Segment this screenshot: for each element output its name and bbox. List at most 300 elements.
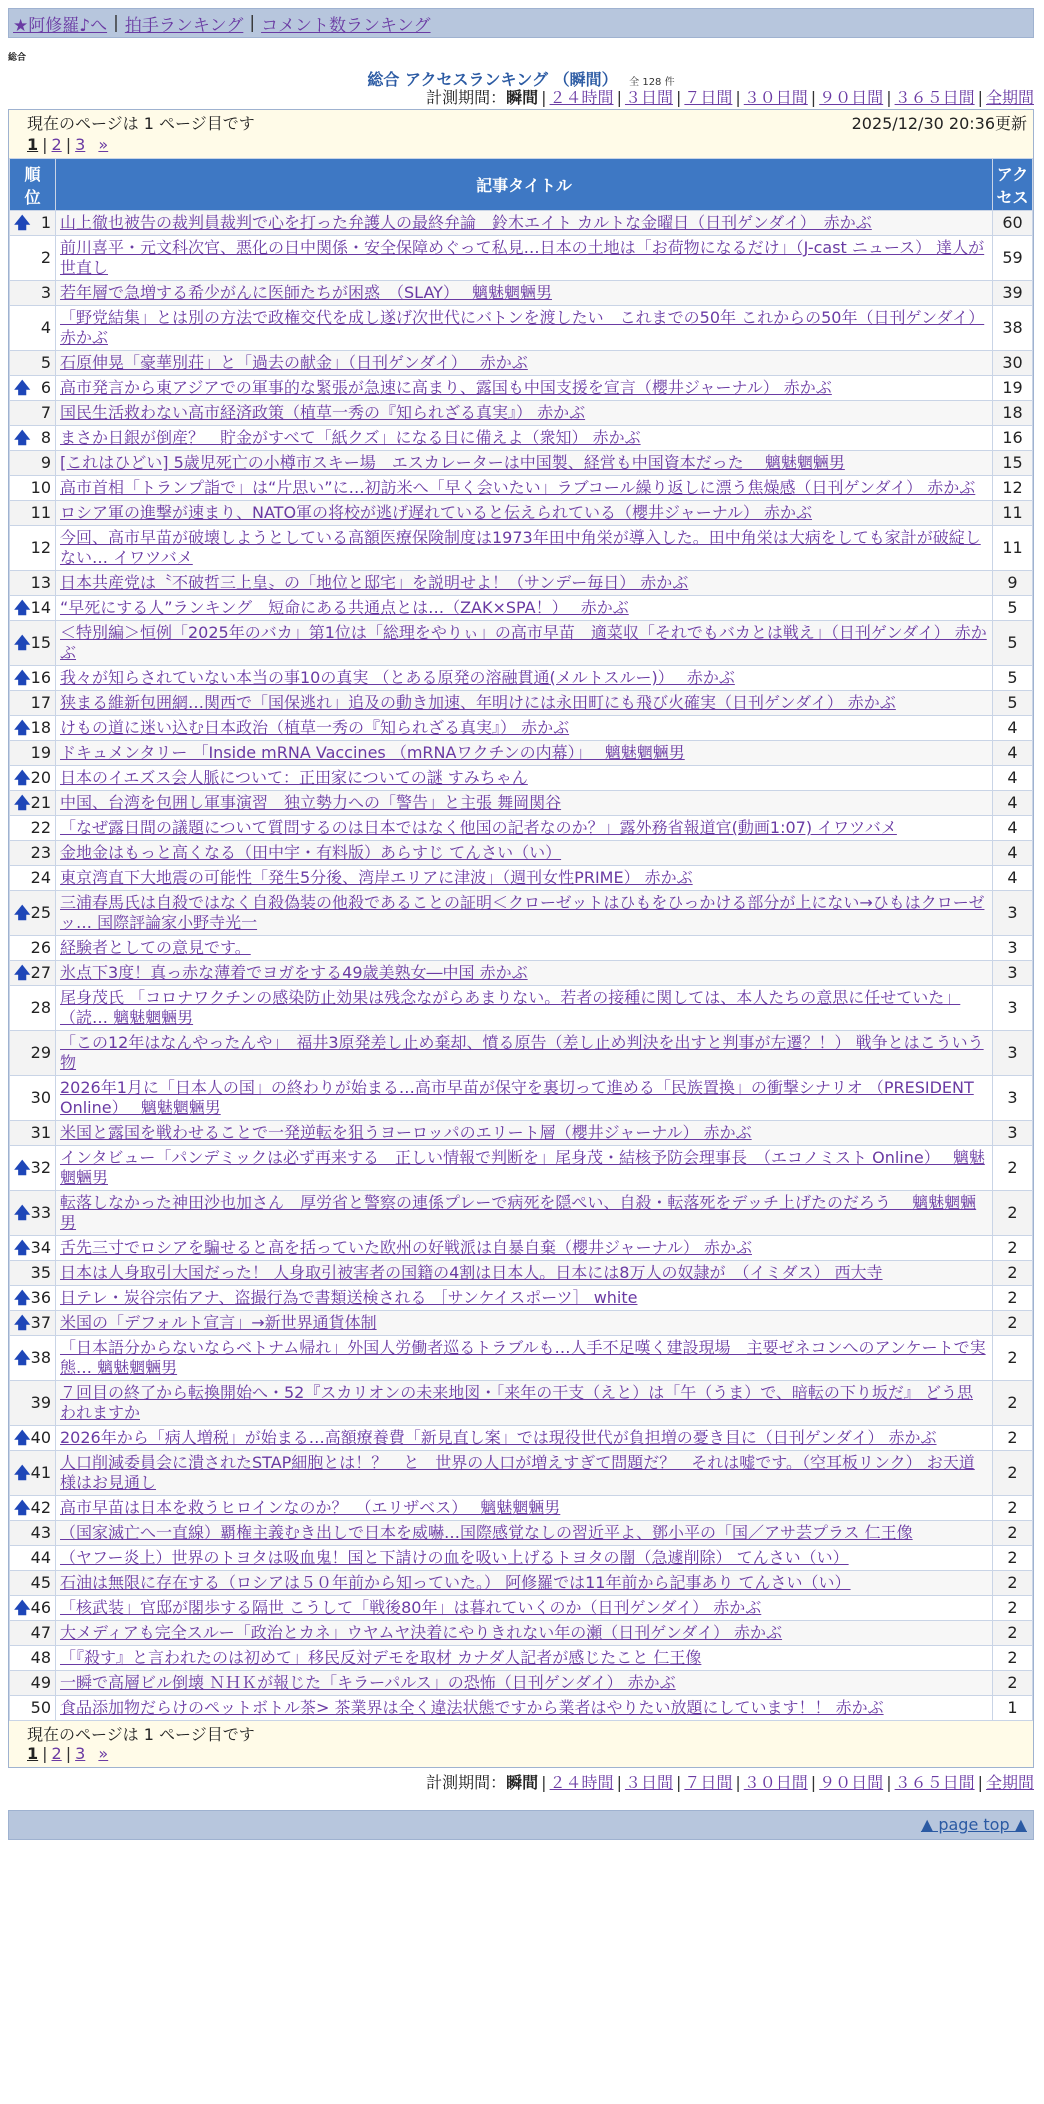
period-selector-top: 計測期間：瞬間 | ２４時間 | ３日間 | ７日間 | ３０日間 | ９０日間 | ３６５日間 | 全期間 bbox=[426, 88, 1034, 107]
title-cell bbox=[56, 961, 993, 986]
period-current: 瞬間 bbox=[506, 1773, 539, 1792]
article-link[interactable]: ＜特別編＞恒例「2025年のバカ」第1位は「総理をやりぃ」の高市早苗 適菜収「それでもバカとは戦え」（日刊ゲンダイ） 赤かぶ bbox=[60, 623, 987, 662]
period-link-0[interactable]: ２４時間 bbox=[549, 88, 614, 107]
rank-number: 8 bbox=[40, 428, 51, 447]
rank-number: 11 bbox=[30, 503, 51, 522]
article-link[interactable]: 一瞬で高層ビル倒壊 ＮＨＫが報じた「キラーパルス」の恐怖（日刊ゲンダイ） 赤かぶ bbox=[60, 1673, 676, 1692]
table-row bbox=[10, 1621, 1033, 1646]
current-page-text-bottom: 現在のページは 1 ページ目です bbox=[27, 1725, 255, 1744]
rank-cell bbox=[10, 1236, 56, 1261]
col-title-header: 記事タイトル bbox=[56, 159, 993, 211]
title-cell bbox=[56, 841, 993, 866]
table-row bbox=[10, 1496, 1033, 1521]
access-count: 5 bbox=[993, 666, 1033, 691]
table-row bbox=[10, 306, 1033, 351]
page-top-link[interactable]: ▲ page top ▲ bbox=[920, 1815, 1027, 1834]
rank-cell bbox=[10, 1381, 56, 1426]
title-cell bbox=[56, 621, 993, 666]
title-cell bbox=[56, 1286, 993, 1311]
table-row bbox=[10, 476, 1033, 501]
rank-cell bbox=[10, 1146, 56, 1191]
article-link[interactable]: 「この12年はなんやったんや」 福井3原発差し止め棄却、憤る原告（差し止め判決を出すと判事が左遷？！） 戦争とはこういう物 bbox=[60, 1033, 984, 1072]
title-cell bbox=[56, 1571, 993, 1596]
access-count: 38 bbox=[993, 306, 1033, 351]
article-link[interactable]: ７回目の終了から転換開始へ・52『スカリオンの未来地図・「来年の干支（えと）は「午（うま）で、暗転の下り坂だ』 どう思われますか bbox=[60, 1383, 973, 1422]
table-row bbox=[10, 691, 1033, 716]
rank-number: 32 bbox=[30, 1158, 51, 1177]
period-link-3-bottom[interactable]: ３０日間 bbox=[743, 1773, 808, 1792]
period-link-0-bottom[interactable]: ２４時間 bbox=[549, 1773, 614, 1792]
rank-number: 38 bbox=[30, 1348, 51, 1367]
access-count: 4 bbox=[993, 866, 1033, 891]
rank-cell bbox=[10, 1646, 56, 1671]
rank-number: 35 bbox=[30, 1263, 51, 1282]
article-link[interactable]: 日本は人身取引大国だった！ 人身取引被害者の国籍の4割は日本人。日本には8万人の奴隷が （イミダス） 西大寺 bbox=[60, 1263, 883, 1282]
article-link[interactable]: 石原伸晃「豪華別荘」と「過去の献金」（日刊ゲンダイ） 赤かぶ bbox=[60, 353, 528, 372]
access-count: 9 bbox=[993, 571, 1033, 596]
access-count: 2 bbox=[993, 1191, 1033, 1236]
rank-up-arrow-icon: 🡅 bbox=[14, 793, 31, 812]
rank-number: 44 bbox=[30, 1548, 51, 1567]
article-link[interactable]: 2026年1月に「日本人の国」の終わりが始まる…高市早苗が保守を裏切って進める「民族置換」の衝撃シナリオ （PRESIDENT Online） 魑魅魍魎男 bbox=[60, 1078, 974, 1117]
pager-page-2-bottom[interactable]: 2 bbox=[51, 1744, 62, 1763]
article-link[interactable]: 金地金はもっと高くなる（田中宇・有料版）あらすじ てんさい（い） bbox=[60, 843, 562, 862]
access-count: 19 bbox=[993, 376, 1033, 401]
access-count: 2 bbox=[993, 1146, 1033, 1191]
title-cell bbox=[56, 936, 993, 961]
rank-cell bbox=[10, 1311, 56, 1336]
rank-up-arrow-icon: 🡅 bbox=[14, 1428, 31, 1447]
rank-number: 37 bbox=[30, 1313, 51, 1332]
table-row bbox=[10, 936, 1033, 961]
access-count: 5 bbox=[993, 691, 1033, 716]
period-link-4-bottom[interactable]: ９０日間 bbox=[819, 1773, 884, 1792]
period-link-2-bottom[interactable]: ７日間 bbox=[684, 1773, 733, 1792]
article-link[interactable]: 三浦春馬氏は自殺ではなく自殺偽装の他殺であることの証明＜クローゼットはひもをひっかける部分が上にない→ひもはクローゼッ… 国際評論家小野寺光一 bbox=[60, 893, 985, 932]
rank-number: 42 bbox=[30, 1498, 51, 1517]
rank-cell bbox=[10, 1336, 56, 1381]
rank-cell bbox=[10, 476, 56, 501]
article-link[interactable]: 大メディアも完全スルー「政治とカネ」ウヤムヤ決着にやりきれない年の瀬（日刊ゲンダイ） 赤かぶ bbox=[60, 1623, 783, 1642]
access-count: 2 bbox=[993, 1571, 1033, 1596]
table-row bbox=[10, 426, 1033, 451]
table-row bbox=[10, 1596, 1033, 1621]
period-link-2[interactable]: ７日間 bbox=[684, 88, 733, 107]
article-link[interactable]: 前川喜平・元文科次官、悪化の日中関係・安全保障めぐって私見…日本の土地は「お荷物になるだけ」（J-cast ニュース） 達人が世直し bbox=[60, 238, 985, 277]
rank-up-arrow-icon: 🡅 bbox=[14, 1498, 31, 1517]
rank-number: 41 bbox=[30, 1463, 51, 1482]
period-link-5-bottom[interactable]: ３６５日間 bbox=[894, 1773, 975, 1792]
rank-cell bbox=[10, 1696, 56, 1721]
rank-number: 43 bbox=[30, 1523, 51, 1542]
article-link[interactable]: 若年層で急増する希少がんに医師たちが困惑 （SLAY） 魑魅魍魎男 bbox=[60, 283, 553, 302]
article-link[interactable]: 山上徹也被告の裁判員裁判で心を打った弁護人の最終弁論 鈴木エイト カルトな金曜日（日刊ゲンダイ） 赤かぶ bbox=[60, 213, 872, 232]
article-link[interactable]: 「核武装」官邸が閣歩する隔世 こうして「戦後80年」は暮れていくのか（日刊ゲンダイ） 赤かぶ bbox=[60, 1598, 762, 1617]
rank-cell bbox=[10, 1031, 56, 1076]
rank-number: 49 bbox=[30, 1673, 51, 1692]
access-count: 4 bbox=[993, 791, 1033, 816]
rank-cell bbox=[10, 351, 56, 376]
rank-cell bbox=[10, 961, 56, 986]
pager-page-2[interactable]: 2 bbox=[51, 135, 62, 154]
title-cell bbox=[56, 791, 993, 816]
article-link[interactable]: （ヤフー炎上）世界のトヨタは吸血鬼！国と下請けの血を吸い上げるトヨタの闇（急遽削除） てんさい（い） bbox=[60, 1548, 849, 1567]
rank-up-arrow-icon: 🡅 bbox=[14, 1288, 31, 1307]
title-cell bbox=[56, 1336, 993, 1381]
table-row bbox=[10, 891, 1033, 936]
rank-number: 21 bbox=[30, 793, 51, 812]
page-info-bottom bbox=[9, 1721, 1033, 1743]
rank-up-arrow-icon: 🡅 bbox=[14, 213, 31, 232]
rank-up-arrow-icon: 🡅 bbox=[14, 768, 31, 787]
title-cell bbox=[56, 1426, 993, 1451]
rank-up-arrow-icon: 🡅 bbox=[14, 1348, 31, 1367]
current-page-text: 現在のページは 1 ページ目です bbox=[27, 114, 255, 133]
rank-number: 15 bbox=[30, 633, 51, 652]
period-link-5[interactable]: ３６５日間 bbox=[894, 88, 975, 107]
access-count: 2 bbox=[993, 1311, 1033, 1336]
table-row bbox=[10, 1696, 1033, 1721]
title-cell bbox=[56, 306, 993, 351]
rank-cell bbox=[10, 1121, 56, 1146]
period-selector-bottom: 計測期間：瞬間 | ２４時間 | ３日間 | ７日間 | ３０日間 | ９０日間 | ３６５日間 | 全期間 bbox=[426, 1773, 1034, 1792]
rank-cell bbox=[10, 236, 56, 281]
rank-cell bbox=[10, 1546, 56, 1571]
table-row bbox=[10, 986, 1033, 1031]
title-cell bbox=[56, 666, 993, 691]
access-count: 2 bbox=[993, 1546, 1033, 1571]
rank-cell bbox=[10, 891, 56, 936]
access-count: 30 bbox=[993, 351, 1033, 376]
article-link[interactable]: 舌先三寸でロシアを騙せると高を括っていた欧州の好戦派は自暴自棄（櫻井ジャーナル） 赤かぶ bbox=[60, 1238, 752, 1257]
period-link-6[interactable]: 全期間 bbox=[985, 88, 1034, 107]
access-count: 4 bbox=[993, 841, 1033, 866]
table-row bbox=[10, 621, 1033, 666]
article-link[interactable]: 「なぜ露日間の議題について質問するのは日本ではなく他国の記者なのか？」露外務省報道官(動画1:07) イワツバメ bbox=[60, 818, 897, 837]
rank-number: 22 bbox=[30, 818, 51, 837]
title-cell bbox=[56, 691, 993, 716]
rank-cell bbox=[10, 501, 56, 526]
rank-number: 5 bbox=[40, 353, 51, 372]
rank-up-arrow-icon: 🡅 bbox=[14, 428, 31, 447]
title-cell bbox=[56, 816, 993, 841]
article-link[interactable]: けもの道に迷い込む日本政治（植草一秀の『知られざる真実』） 赤かぶ bbox=[60, 718, 570, 737]
rank-cell bbox=[10, 526, 56, 571]
article-link[interactable]: 国民生活救わない高市経済政策（植草一秀の『知られざる真実』） 赤かぶ bbox=[60, 403, 586, 422]
rank-number: 12 bbox=[30, 538, 51, 557]
table-row bbox=[10, 1146, 1033, 1191]
table-row bbox=[10, 1571, 1033, 1596]
rank-number: 50 bbox=[30, 1698, 51, 1717]
rank-cell bbox=[10, 1596, 56, 1621]
table-row bbox=[10, 1311, 1033, 1336]
rank-cell bbox=[10, 841, 56, 866]
rank-cell bbox=[10, 596, 56, 621]
rank-number: 36 bbox=[30, 1288, 51, 1307]
access-count: 3 bbox=[993, 1031, 1033, 1076]
title-cell bbox=[56, 236, 993, 281]
article-link[interactable]: （国家滅亡へ一直線）覇権主義むき出しで日本を威嚇…国際感覚なしの習近平よ、鄧小平の「国／アサ芸プラス 仁王像 bbox=[60, 1523, 913, 1542]
table-row bbox=[10, 571, 1033, 596]
footer-bar bbox=[8, 1810, 1034, 1840]
col-access-header: アク セス bbox=[993, 159, 1033, 211]
access-count: 3 bbox=[993, 986, 1033, 1031]
article-link[interactable]: 米国の「デフォルト宣言」→新世界通貨体制 bbox=[60, 1313, 377, 1332]
rank-number: 9 bbox=[40, 453, 51, 472]
page-info bbox=[9, 110, 1033, 134]
table-row bbox=[10, 766, 1033, 791]
period-link-1[interactable]: ３日間 bbox=[624, 88, 673, 107]
pager-page-3-bottom[interactable]: 3 bbox=[75, 1744, 86, 1763]
period-label: 計測期間： bbox=[426, 88, 507, 107]
access-count: 3 bbox=[993, 936, 1033, 961]
total-count: 全 128 件 bbox=[629, 77, 675, 88]
clap-ranking-link[interactable]: 拍手ランキング bbox=[124, 15, 244, 36]
title-cell bbox=[56, 1646, 993, 1671]
rank-number: 27 bbox=[30, 963, 51, 982]
rank-number: 47 bbox=[30, 1623, 51, 1642]
rank-number: 26 bbox=[30, 938, 51, 957]
title-cell bbox=[56, 401, 993, 426]
comment-ranking-link[interactable]: コメント数ランキング bbox=[261, 15, 431, 36]
updated-timestamp: 2025/12/30 20:36更新 bbox=[851, 114, 1027, 133]
table-row bbox=[10, 451, 1033, 476]
title-cell bbox=[56, 1546, 993, 1571]
title-cell bbox=[56, 1146, 993, 1191]
period-link-6-bottom[interactable]: 全期間 bbox=[985, 1773, 1034, 1792]
article-link[interactable]: 日本共産党は〝不破哲三上皇〟の「地位と邸宅」を説明せよ！（サンデー毎日） 赤かぶ bbox=[60, 573, 689, 592]
table-row bbox=[10, 351, 1033, 376]
title-cell bbox=[56, 766, 993, 791]
title-cell bbox=[56, 376, 993, 401]
article-link[interactable]: 「日本語分からないならベトナム帰れ」外国人労働者巡るトラブルも…人手不足嘆く建設現場 主要ゼネコンへのアンケートで実態… 魑魅魍魎男 bbox=[60, 1338, 986, 1377]
home-link[interactable]: ★阿修羅♪へ bbox=[13, 15, 108, 36]
title-cell bbox=[56, 281, 993, 306]
access-count: 4 bbox=[993, 741, 1033, 766]
title-cell bbox=[56, 1311, 993, 1336]
period-link-4[interactable]: ９０日間 bbox=[819, 88, 884, 107]
access-count: 39 bbox=[993, 281, 1033, 306]
title-cell bbox=[56, 476, 993, 501]
rank-cell bbox=[10, 211, 56, 236]
table-row bbox=[10, 1451, 1033, 1496]
title-cell bbox=[56, 426, 993, 451]
rank-cell bbox=[10, 816, 56, 841]
article-link[interactable]: 「野党結集」とは別の方法で政権交代を成し遂げ次世代にバトンを渡したい これまでの50年 これからの50年（日刊ゲンダイ） 赤かぶ bbox=[60, 308, 985, 347]
rank-cell bbox=[10, 866, 56, 891]
table-row bbox=[10, 1671, 1033, 1696]
table-row bbox=[10, 666, 1033, 691]
title-cell bbox=[56, 1696, 993, 1721]
title-cell bbox=[56, 1191, 993, 1236]
rank-number: 31 bbox=[30, 1123, 51, 1142]
article-link[interactable]: 氷点下3度！真っ赤な薄着でヨガをする49歳美熟女―中国 赤かぶ bbox=[60, 963, 528, 982]
rank-number: 25 bbox=[30, 903, 51, 922]
title-cell bbox=[56, 526, 993, 571]
rank-number: 34 bbox=[30, 1238, 51, 1257]
access-count: 2 bbox=[993, 1496, 1033, 1521]
rank-cell bbox=[10, 791, 56, 816]
article-link[interactable]: 我々が知らされていない本当の事10の真実 （とある原発の溶融貫通(メルトスルー)） 赤かぶ bbox=[60, 668, 735, 687]
title-cell bbox=[56, 716, 993, 741]
table-row bbox=[10, 1261, 1033, 1286]
access-count: 15 bbox=[993, 451, 1033, 476]
rank-number: 10 bbox=[30, 478, 51, 497]
table-row bbox=[10, 501, 1033, 526]
rank-number: 29 bbox=[30, 1043, 51, 1062]
rank-cell bbox=[10, 741, 56, 766]
article-link[interactable]: 石油は無限に存在する（ロシアは５０年前から知っていた。） 阿修羅では11年前から記事あり てんさい（い） bbox=[60, 1573, 851, 1592]
article-link[interactable]: 食品添加物だらけのペットボトル茶> 茶業界は全く違法状態ですから業者はやりたい放題にしています！！ 赤かぶ bbox=[60, 1698, 884, 1717]
access-count: 18 bbox=[993, 401, 1033, 426]
article-link[interactable]: “早死にする人”ランキング 短命にある共通点とは…（ZAK×SPA！） 赤かぶ bbox=[60, 598, 629, 617]
access-count: 3 bbox=[993, 891, 1033, 936]
article-link[interactable]: 日テレ・炭谷宗佑アナ、盗撮行為で書類送検される ［サンケイスポーツ］ white bbox=[60, 1288, 638, 1307]
table-row bbox=[10, 236, 1033, 281]
table-row bbox=[10, 866, 1033, 891]
access-count: 2 bbox=[993, 1621, 1033, 1646]
article-link[interactable]: まさか日銀が倒産？ 貯金がすべて「紙クズ」になる日に備えよ（衆知） 赤かぶ bbox=[60, 428, 641, 447]
table-row bbox=[10, 841, 1033, 866]
rank-up-arrow-icon: 🡅 bbox=[14, 903, 31, 922]
rank-up-arrow-icon: 🡅 bbox=[14, 633, 31, 652]
article-link[interactable]: 尾身茂氏 「コロナワクチンの感染防止効果は残念ながらあまりない。若者の接種に関しては、本人たちの意思に任せていた」（読… 魑魅魍魎男 bbox=[60, 988, 961, 1027]
col-rank-header: 順 位 bbox=[10, 159, 56, 211]
access-count: 59 bbox=[993, 236, 1033, 281]
article-link[interactable]: 2026年から「病人増税」が始まる…高額療養費「新見直し案」では現役世代が負担増の憂き目に（日刊ゲンダイ） 赤かぶ bbox=[60, 1428, 937, 1447]
article-link[interactable]: ドキュメンタリー 「Inside mRNA Vaccines （mRNAワクチンの内幕）」 魑魅魍魎男 bbox=[60, 743, 685, 762]
access-count: 2 bbox=[993, 1426, 1033, 1451]
rank-up-arrow-icon: 🡅 bbox=[14, 668, 31, 687]
article-link[interactable]: 高市首相「トランプ詣で」は“片思い”に…初訪米へ「早く会いたい」ラブコール繰り返しに漂う焦燥感（日刊ゲンダイ） 赤かぶ bbox=[60, 478, 976, 497]
article-link[interactable]: 高市発言から東アジアでの軍事的な緊張が急速に高まり、露国も中国支援を宣言（櫻井ジャーナル） 赤かぶ bbox=[60, 378, 832, 397]
rank-up-arrow-icon: 🡅 bbox=[14, 1158, 31, 1177]
table-row bbox=[10, 1076, 1033, 1121]
rank-cell bbox=[10, 666, 56, 691]
rank-number: 6 bbox=[40, 378, 51, 397]
title-cell bbox=[56, 891, 993, 936]
article-link[interactable]: インタビュー「パンデミックは必ず再来する 正しい情報で判断を」尾身茂・結核予防会理事長 （エコノミスト Online） 魑魅魍魎男 bbox=[60, 1148, 985, 1187]
rank-number: 45 bbox=[30, 1573, 51, 1592]
table-row bbox=[10, 401, 1033, 426]
article-link[interactable]: 「『殺す』と言われたのは初めて」移民反対デモを取材 カナダ人記者が感じたこと 仁王像 bbox=[60, 1648, 702, 1667]
pager-current: 1 bbox=[27, 135, 39, 154]
rank-number: 48 bbox=[30, 1648, 51, 1667]
access-count: 4 bbox=[993, 716, 1033, 741]
title-cell bbox=[56, 596, 993, 621]
pager-top: 1 | 2 | 3 » bbox=[27, 135, 109, 154]
pager-page-3[interactable]: 3 bbox=[75, 135, 86, 154]
title-cell bbox=[56, 1076, 993, 1121]
access-count: 5 bbox=[993, 621, 1033, 666]
rank-cell bbox=[10, 1571, 56, 1596]
period-link-1-bottom[interactable]: ３日間 bbox=[624, 1773, 673, 1792]
table-row bbox=[10, 1236, 1033, 1261]
rank-cell bbox=[10, 1451, 56, 1496]
pager-next-bottom[interactable]: » bbox=[98, 1744, 109, 1763]
pager-next[interactable]: » bbox=[98, 135, 109, 154]
table-row bbox=[10, 1121, 1033, 1146]
rank-up-arrow-icon: 🡅 bbox=[14, 963, 31, 982]
rank-cell bbox=[10, 1076, 56, 1121]
rank-cell bbox=[10, 1671, 56, 1696]
table-row bbox=[10, 1426, 1033, 1451]
rank-cell bbox=[10, 936, 56, 961]
rank-up-arrow-icon: 🡅 bbox=[14, 598, 31, 617]
table-row bbox=[10, 596, 1033, 621]
rank-cell bbox=[10, 306, 56, 351]
page-title bbox=[8, 67, 1034, 87]
title-cell bbox=[56, 1496, 993, 1521]
article-link[interactable]: 転落しなかった神田沙也加さん 厚労省と警察の連係プレーで病死を隠ぺい、自殺・転落死をデッチ上げたのだろう 魑魅魍魎男 bbox=[60, 1193, 977, 1232]
table-row bbox=[10, 791, 1033, 816]
title-cell bbox=[56, 1451, 993, 1496]
article-link[interactable]: [これはひどい] 5歳児死亡の小樽市スキー場 エスカレーターは中国製、経営も中国資本だった 魑魅魍魎男 bbox=[60, 453, 845, 472]
rank-up-arrow-icon: 🡅 bbox=[14, 1238, 31, 1257]
article-link[interactable]: 東京湾直下大地震の可能性「発生5分後、湾岸エリアに津波」（週刊女性PRIME） 赤かぶ bbox=[60, 868, 693, 887]
rank-cell bbox=[10, 1426, 56, 1451]
rank-number: 40 bbox=[30, 1428, 51, 1447]
access-count: 2 bbox=[993, 1286, 1033, 1311]
access-count: 2 bbox=[993, 1336, 1033, 1381]
rank-number: 30 bbox=[30, 1088, 51, 1107]
table-row bbox=[10, 526, 1033, 571]
rank-cell bbox=[10, 451, 56, 476]
table-row bbox=[10, 1546, 1033, 1571]
access-count: 11 bbox=[993, 526, 1033, 571]
table-row bbox=[10, 211, 1033, 236]
rank-up-arrow-icon: 🡅 bbox=[14, 1463, 31, 1482]
table-row bbox=[10, 281, 1033, 306]
rank-up-arrow-icon: 🡅 bbox=[14, 378, 31, 397]
table-header-row bbox=[10, 159, 1033, 211]
rank-number: 46 bbox=[30, 1598, 51, 1617]
period-label: 計測期間： bbox=[426, 1773, 507, 1792]
rank-number: 2 bbox=[40, 248, 51, 267]
pager-bottom: 1 | 2 | 3 » bbox=[27, 1744, 109, 1763]
article-link[interactable]: 高市早苗は日本を救うヒロインなのか？ （エリザベス） 魑魅魍魎男 bbox=[60, 1498, 561, 1517]
article-link[interactable]: 狭まる維新包囲網…関西で「国保逃れ」追及の動き加速、年明けには永田町にも飛び火確実（日刊ゲンダイ） 赤かぶ bbox=[60, 693, 896, 712]
table-row bbox=[10, 1521, 1033, 1546]
title-cell bbox=[56, 501, 993, 526]
article-link[interactable]: 米国と露国を戦わせることで一発逆転を狙うヨーロッパのエリート層（櫻井ジャーナル） 赤かぶ bbox=[60, 1123, 752, 1142]
rank-number: 16 bbox=[30, 668, 51, 687]
article-link[interactable]: 今回、高市早苗が破壊しようとしている高額医療保険制度は1973年田中角栄が導入した。田中角栄は大病をしても家計が破綻しない… イワツバメ bbox=[60, 528, 981, 567]
access-count: 3 bbox=[993, 1076, 1033, 1121]
rank-cell bbox=[10, 281, 56, 306]
period-current: 瞬間 bbox=[506, 88, 539, 107]
title-cell bbox=[56, 1621, 993, 1646]
title-cell bbox=[56, 351, 993, 376]
rank-up-arrow-icon: 🡅 bbox=[14, 1598, 31, 1617]
table-row bbox=[10, 1031, 1033, 1076]
table-row bbox=[10, 961, 1033, 986]
article-link[interactable]: 中国、台湾を包囲し軍事演習 独立勢力への「警告」と主張 舞岡関谷 bbox=[60, 793, 562, 812]
article-link[interactable]: 経験者としての意見です。 bbox=[60, 938, 251, 957]
period-link-3[interactable]: ３０日間 bbox=[743, 88, 808, 107]
rank-cell bbox=[10, 1191, 56, 1236]
rank-number: 4 bbox=[40, 318, 51, 337]
rank-cell bbox=[10, 1621, 56, 1646]
rank-number: 1 bbox=[40, 213, 51, 232]
access-count: 16 bbox=[993, 426, 1033, 451]
title-cell bbox=[56, 451, 993, 476]
article-link[interactable]: ロシア軍の進撃が速まり、NATO軍の将校が逃げ遅れていると伝えられている（櫻井ジャーナル） 赤かぶ bbox=[60, 503, 813, 522]
article-link[interactable]: 人口削減委員会に潰されたSTAP細胞とは！？ と 世界の人口が増えすぎて問題だ？ それは嘘です。（空耳板リンク） お天道様はお見通し bbox=[60, 1453, 975, 1492]
rank-up-arrow-icon: 🡅 bbox=[14, 718, 31, 737]
rank-number: 28 bbox=[30, 998, 51, 1017]
article-link[interactable]: 日本のイエズス会人脈について：正田家についての謎 すみちゃん bbox=[60, 768, 528, 787]
